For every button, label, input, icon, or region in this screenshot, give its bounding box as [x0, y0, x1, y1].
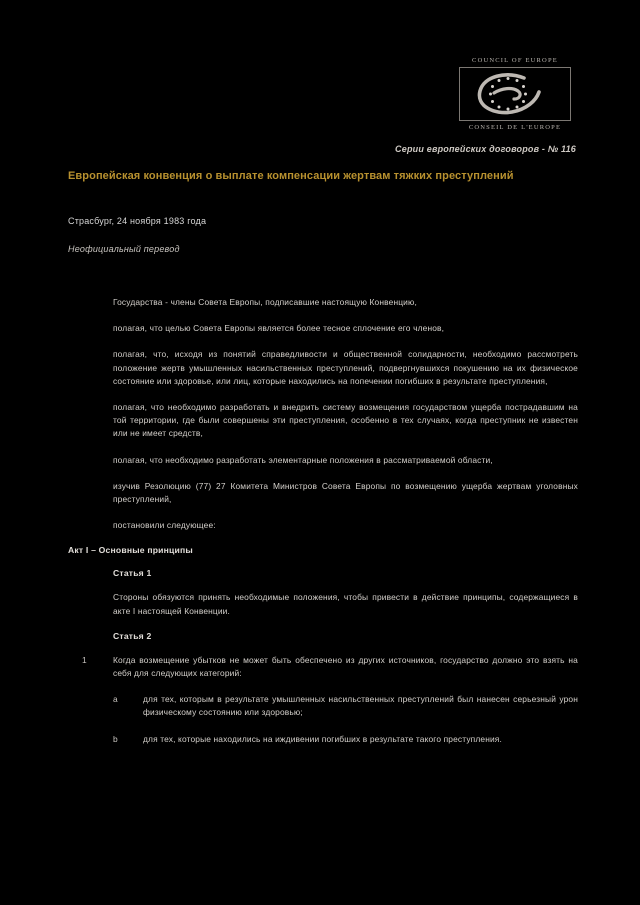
article-1-text: Стороны обязуются принять необходимые положения, чтобы привести в действие принципы, содержащиеся в акте I настоящей Конвенции. [113, 592, 578, 616]
clause-marker: 1 [82, 654, 87, 665]
preamble-paragraph: изучив Резолюцию (77) 27 Комитета Министров Совета Европы по возмещению ущерба жертвам уголовных преступлений, [113, 480, 578, 505]
act-heading: Акт I – Основные принципы [68, 545, 193, 556]
logo-caption-bottom: CONSEIL DE L'EUROPE [468, 124, 562, 131]
logo-caption-top: COUNCIL OF EUROPE [472, 57, 558, 64]
council-of-europe-emblem [460, 68, 569, 119]
article-2-heading: Статья 2 [113, 630, 152, 641]
preamble-paragraph: полагая, что целью Совета Европы является более тесное сплочение его членов, [113, 323, 445, 334]
preamble-conclusion: постановили следующее: [113, 520, 216, 531]
item-text: для тех, которые находились на иждивении погибших в результате такого преступления. [143, 733, 502, 744]
treaty-series-line: Серии европейских договоров - № 116 [395, 144, 576, 154]
preamble-paragraph: Государства - члены Совета Европы, подписавшие настоящую Конвенцию, [113, 297, 417, 307]
clause-text: Когда возмещение убытков не может быть обеспечено из других источников, государство должно это взять на себя для следующих категорий: [113, 654, 578, 679]
place-and-date: Страсбург, 24 ноября 1983 года [68, 216, 207, 226]
preamble-paragraph: полагая, что необходимо разработать и внедрить систему возмещения государством ущерба пострадавшим на той территории, где были совершены эти преступления, особенно в тех случаях, когда преступник не известен или не имеет средств, [113, 402, 578, 439]
preamble-paragraph: полагая, что, исходя из понятий справедливости и общественной солидарности, необходимо рассмотреть положение жертв умышленных насильственных преступлений, подвергнувшихся покушению на их физическое состояние или здоровье, или лиц, которые находились на попечении погибших в результате преступления, [113, 349, 578, 386]
logo-emblem-box [459, 67, 571, 121]
council-of-europe-logo [455, 56, 575, 132]
item-text: для тех, которым в результате умышленных насильственных преступлений был нанесен серьезный урон физическому состоянию или здоровью; [143, 694, 578, 718]
item-marker: b [113, 733, 118, 744]
page-title: Европейская конвенция о выплате компенсации жертвам тяжких преступлений [68, 170, 514, 182]
translation-note: Неофициальный перевод [68, 244, 180, 254]
article-2-clause-1 [68, 654, 578, 680]
document-body [68, 296, 578, 746]
article-2-item [68, 733, 578, 746]
preamble-paragraph: полагая, что необходимо разработать элементарные положения в рассматриваемой области, [113, 454, 493, 465]
article-2-item [68, 693, 578, 719]
item-marker: a [113, 694, 118, 705]
article-1-heading: Статья 1 [113, 568, 152, 579]
